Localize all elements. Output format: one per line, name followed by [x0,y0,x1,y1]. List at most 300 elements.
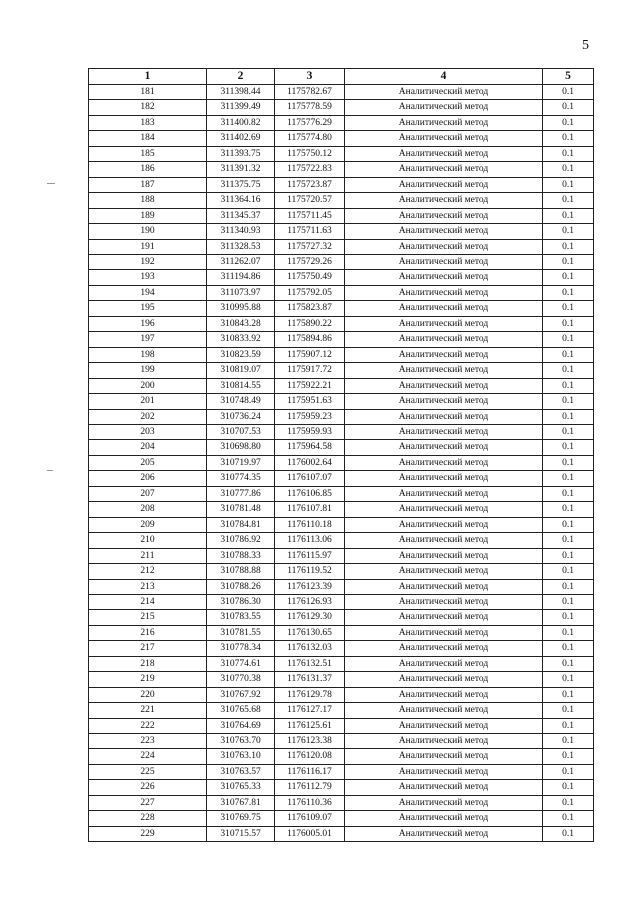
table-cell: Аналитический метод [345,378,543,393]
table-cell: Аналитический метод [345,394,543,409]
column-header: 3 [275,69,345,85]
table-cell: 0.1 [543,208,594,223]
table-cell: 0.1 [543,455,594,470]
table-cell: 310781.55 [207,625,275,640]
table-cell: 0.1 [543,146,594,161]
table-cell: 311340.93 [207,224,275,239]
table-cell: 1176107.81 [275,502,345,517]
table-cell: Аналитический метод [345,641,543,656]
table-cell: 1176113.06 [275,533,345,548]
table-cell: 311399.49 [207,100,275,115]
table-cell: Аналитический метод [345,672,543,687]
table-cell: 1175922.21 [275,378,345,393]
table-cell: 310783.55 [207,610,275,625]
table-cell: 0.1 [543,378,594,393]
table-cell: 0.1 [543,224,594,239]
table-row [89,239,594,254]
table-cell: 1176119.52 [275,564,345,579]
table-cell: 310769.75 [207,811,275,826]
table-cell: 1176002.64 [275,455,345,470]
table-row [89,826,594,841]
table-cell: Аналитический метод [345,254,543,269]
table-cell: 0.1 [543,177,594,192]
table-cell: 0.1 [543,594,594,609]
table-cell: 1175720.57 [275,193,345,208]
table-row [89,656,594,671]
table-row [89,378,594,393]
table-row [89,316,594,331]
table-row [89,734,594,749]
table-cell: 196 [89,316,207,331]
table-row [89,564,594,579]
table-cell: 310715.57 [207,826,275,841]
table-cell: 310763.10 [207,749,275,764]
table-cell: Аналитический метод [345,749,543,764]
table-cell: 0.1 [543,115,594,130]
table-cell: 1176123.38 [275,734,345,749]
table-cell: 1175750.12 [275,146,345,161]
table-cell: 213 [89,579,207,594]
table-cell: 310767.92 [207,687,275,702]
table-row [89,394,594,409]
table-row [89,502,594,517]
table-cell: 1175750.49 [275,270,345,285]
table-row [89,764,594,779]
table-row [89,811,594,826]
table-cell: 311402.69 [207,131,275,146]
table-row [89,363,594,378]
table-cell: 187 [89,177,207,192]
table-cell: 311073.97 [207,285,275,300]
column-header: 1 [89,69,207,85]
table-row [89,780,594,795]
table-cell: 0.1 [543,193,594,208]
table-cell: 1176132.51 [275,656,345,671]
table-cell: 184 [89,131,207,146]
table-cell: Аналитический метод [345,239,543,254]
table-cell: 311398.44 [207,85,275,100]
table-cell: 204 [89,440,207,455]
table-row [89,687,594,702]
table-cell: 311262.07 [207,254,275,269]
table-cell: Аналитический метод [345,332,543,347]
table-cell: 310786.30 [207,594,275,609]
table-cell: Аналитический метод [345,502,543,517]
table-cell: Аналитический метод [345,455,543,470]
table-cell: 185 [89,146,207,161]
table-cell: 310786.92 [207,533,275,548]
table-cell: 0.1 [543,533,594,548]
table-cell: 205 [89,455,207,470]
table-cell: 310763.70 [207,734,275,749]
table-row [89,254,594,269]
table-cell: Аналитический метод [345,780,543,795]
table-cell: 1176116.17 [275,764,345,779]
table-cell: 191 [89,239,207,254]
table-cell: Аналитический метод [345,579,543,594]
table-cell: 0.1 [543,811,594,826]
table-cell: 310765.33 [207,780,275,795]
table-cell: 0.1 [543,162,594,177]
table-cell: Аналитический метод [345,656,543,671]
table-cell: 310748.49 [207,394,275,409]
table-cell: Аналитический метод [345,316,543,331]
table-cell: Аналитический метод [345,687,543,702]
table-cell: 193 [89,270,207,285]
table-cell: Аналитический метод [345,718,543,733]
table-row [89,193,594,208]
table-cell: 310995.88 [207,301,275,316]
table-cell: 0.1 [543,301,594,316]
table-cell: Аналитический метод [345,131,543,146]
scan-mark [47,183,55,184]
table-cell: 1176130.65 [275,625,345,640]
table-cell: 310770.38 [207,672,275,687]
table-cell: 207 [89,486,207,501]
table-cell: 310843.28 [207,316,275,331]
table-row [89,703,594,718]
table-row [89,177,594,192]
table-body [89,85,594,842]
table-row [89,131,594,146]
table-cell: 0.1 [543,85,594,100]
table-cell: Аналитический метод [345,285,543,300]
table-cell: 0.1 [543,734,594,749]
table-cell: 1176109.07 [275,811,345,826]
table-cell: 310814.55 [207,378,275,393]
table-row [89,610,594,625]
table-cell: 0.1 [543,394,594,409]
table-cell: Аналитический метод [345,347,543,362]
table-row [89,424,594,439]
table-row [89,641,594,656]
table-row [89,486,594,501]
table-cell: 0.1 [543,564,594,579]
table-cell: Аналитический метод [345,115,543,130]
table-cell: 0.1 [543,656,594,671]
table-cell: Аналитический метод [345,594,543,609]
table-cell: 214 [89,594,207,609]
table-cell: 221 [89,703,207,718]
table-row [89,115,594,130]
table-cell: Аналитический метод [345,486,543,501]
table-cell: Аналитический метод [345,85,543,100]
table-cell: Аналитический метод [345,764,543,779]
table-cell: 199 [89,363,207,378]
table-cell: 0.1 [543,285,594,300]
table-cell: 0.1 [543,486,594,501]
table-cell: 310765.68 [207,703,275,718]
table-cell: 206 [89,471,207,486]
table-cell: 1176125.61 [275,718,345,733]
table-cell: 310833.92 [207,332,275,347]
table-cell: 311400.82 [207,115,275,130]
column-header: 5 [543,69,594,85]
table-cell: Аналитический метод [345,826,543,841]
table-cell: 0.1 [543,764,594,779]
table-cell: 228 [89,811,207,826]
table-cell: 0.1 [543,826,594,841]
table-cell: 1175823.87 [275,301,345,316]
table-cell: 200 [89,378,207,393]
table-row [89,409,594,424]
table-cell: 0.1 [543,625,594,640]
table-cell: 181 [89,85,207,100]
table-cell: 310784.81 [207,517,275,532]
table-cell: 215 [89,610,207,625]
table-cell: 1175894.86 [275,332,345,347]
table-cell: 0.1 [543,672,594,687]
table-cell: 0.1 [543,254,594,269]
table-cell: 311391.32 [207,162,275,177]
table-row [89,146,594,161]
coordinates-table-container [88,68,588,842]
table-cell: 0.1 [543,270,594,285]
table-row [89,285,594,300]
table-cell: 1176005.01 [275,826,345,841]
table-cell: 224 [89,749,207,764]
table-cell: 0.1 [543,579,594,594]
table-cell: 1176129.78 [275,687,345,702]
table-cell: 192 [89,254,207,269]
table-cell: 194 [89,285,207,300]
table-cell: 0.1 [543,409,594,424]
table-cell: 310774.61 [207,656,275,671]
table-cell: 1175917.72 [275,363,345,378]
table-cell: 186 [89,162,207,177]
table-cell: Аналитический метод [345,363,543,378]
table-cell: 189 [89,208,207,223]
table-cell: 310819.07 [207,363,275,378]
table-cell: 219 [89,672,207,687]
table-cell: 1175727.32 [275,239,345,254]
table-cell: 311194.86 [207,270,275,285]
table-cell: 1176112.79 [275,780,345,795]
table-cell: 310778.34 [207,641,275,656]
table-cell: 310774.35 [207,471,275,486]
table-cell: 1175792.05 [275,285,345,300]
table-row [89,533,594,548]
table-row [89,224,594,239]
table-cell: 209 [89,517,207,532]
table-cell: 190 [89,224,207,239]
table-cell: 310777.86 [207,486,275,501]
table-cell: 208 [89,502,207,517]
table-cell: 201 [89,394,207,409]
table-cell: Аналитический метод [345,270,543,285]
table-cell: 311375.75 [207,177,275,192]
table-cell: 0.1 [543,332,594,347]
table-cell: 310823.59 [207,347,275,362]
table-cell: Аналитический метод [345,208,543,223]
table-cell: 195 [89,301,207,316]
table-cell: 310764.69 [207,718,275,733]
table-row [89,455,594,470]
table-cell: Аналитический метод [345,146,543,161]
table-cell: Аналитический метод [345,734,543,749]
table-cell: 310767.81 [207,795,275,810]
table-row [89,100,594,115]
table-cell: 198 [89,347,207,362]
table-header-row [89,69,594,85]
table-cell: Аналитический метод [345,625,543,640]
table-row [89,471,594,486]
table-cell: 310719.97 [207,455,275,470]
table-cell: 1176110.36 [275,795,345,810]
table-cell: 311345.37 [207,208,275,223]
table-cell: 0.1 [543,347,594,362]
table-cell: 1175711.45 [275,208,345,223]
table-cell: 0.1 [543,780,594,795]
table-cell: Аналитический метод [345,517,543,532]
column-header: 4 [345,69,543,85]
table-cell: 211 [89,548,207,563]
table-cell: 222 [89,718,207,733]
table-cell: 1175959.23 [275,409,345,424]
table-cell: 311328.53 [207,239,275,254]
table-cell: 1175890.22 [275,316,345,331]
table-cell: 203 [89,424,207,439]
table-cell: Аналитический метод [345,100,543,115]
table-cell: 310788.33 [207,548,275,563]
table-cell: 0.1 [543,610,594,625]
table-cell: 1176110.18 [275,517,345,532]
table-cell: 1175729.26 [275,254,345,269]
table-cell: 1176123.39 [275,579,345,594]
page-number: 5 [582,38,589,53]
table-cell: 220 [89,687,207,702]
table-cell: 0.1 [543,687,594,702]
table-cell: 0.1 [543,363,594,378]
table-cell: 310736.24 [207,409,275,424]
table-row [89,579,594,594]
table-cell: 1176106.85 [275,486,345,501]
table-cell: 310698.80 [207,440,275,455]
table-cell: 210 [89,533,207,548]
table-cell: 0.1 [543,749,594,764]
table-cell: 1175959.93 [275,424,345,439]
table-cell: Аналитический метод [345,564,543,579]
table-cell: 202 [89,409,207,424]
table-cell: Аналитический метод [345,301,543,316]
table-cell: 218 [89,656,207,671]
table-cell: 310788.88 [207,564,275,579]
table-cell: Аналитический метод [345,795,543,810]
table-cell: 0.1 [543,641,594,656]
table-cell: 0.1 [543,548,594,563]
table-cell: 1175778.59 [275,100,345,115]
table-cell: 1176107.07 [275,471,345,486]
table-cell: 310788.26 [207,579,275,594]
table-cell: 310763.57 [207,764,275,779]
table-cell: 1175951.63 [275,394,345,409]
table-cell: 183 [89,115,207,130]
table-cell: 1176127.17 [275,703,345,718]
table-cell: 0.1 [543,703,594,718]
table-cell: 0.1 [543,718,594,733]
table-row [89,347,594,362]
table-cell: Аналитический метод [345,703,543,718]
table-row [89,332,594,347]
table-cell: 197 [89,332,207,347]
table-cell: 0.1 [543,440,594,455]
table-row [89,270,594,285]
table-cell: Аналитический метод [345,811,543,826]
table-row [89,672,594,687]
table-cell: 0.1 [543,100,594,115]
table-cell: 0.1 [543,502,594,517]
table-cell: 0.1 [543,424,594,439]
table-row [89,594,594,609]
table-row [89,440,594,455]
table-row [89,517,594,532]
table-cell: 217 [89,641,207,656]
table-cell: Аналитический метод [345,162,543,177]
table-cell: 216 [89,625,207,640]
table-cell: 0.1 [543,517,594,532]
table-cell: Аналитический метод [345,424,543,439]
table-cell: 0.1 [543,131,594,146]
table-cell: 188 [89,193,207,208]
table-row [89,718,594,733]
table-cell: Аналитический метод [345,224,543,239]
table-cell: Аналитический метод [345,440,543,455]
table-cell: 182 [89,100,207,115]
table-cell: 0.1 [543,795,594,810]
table-row [89,548,594,563]
table-cell: 310781.48 [207,502,275,517]
table-row [89,795,594,810]
table-cell: 1176132.03 [275,641,345,656]
table-cell: 1175711.63 [275,224,345,239]
table-row [89,301,594,316]
table-cell: Аналитический метод [345,177,543,192]
table-cell: 1176126.93 [275,594,345,609]
table-row [89,85,594,100]
table-cell: Аналитический метод [345,471,543,486]
table-cell: 310707.53 [207,424,275,439]
table-cell: 311393.75 [207,146,275,161]
table-cell: Аналитический метод [345,409,543,424]
table-row [89,208,594,223]
table-cell: 227 [89,795,207,810]
scan-mark [47,470,53,471]
table-cell: 1175774.80 [275,131,345,146]
table-cell: 226 [89,780,207,795]
coordinates-table [88,68,594,842]
table-row [89,625,594,640]
table-cell: 1176120.08 [275,749,345,764]
table-cell: 1175964.58 [275,440,345,455]
table-cell: Аналитический метод [345,548,543,563]
table-cell: 1175907.12 [275,347,345,362]
table-cell: 1176129.30 [275,610,345,625]
table-cell: Аналитический метод [345,533,543,548]
table-cell: 1175722.83 [275,162,345,177]
table-cell: 0.1 [543,239,594,254]
table-cell: 1175782.67 [275,85,345,100]
table-cell: 223 [89,734,207,749]
table-cell: 311364.16 [207,193,275,208]
table-row [89,749,594,764]
column-header: 2 [207,69,275,85]
table-cell: 225 [89,764,207,779]
table-cell: 212 [89,564,207,579]
table-cell: 0.1 [543,316,594,331]
table-cell: 1175723.87 [275,177,345,192]
table-cell: Аналитический метод [345,610,543,625]
table-cell: Аналитический метод [345,193,543,208]
